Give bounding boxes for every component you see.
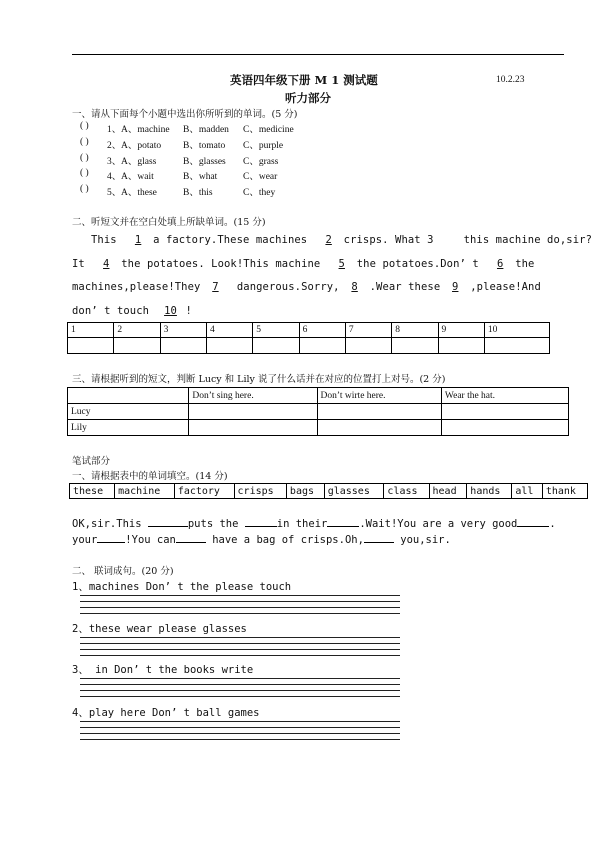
fill-text: . (549, 518, 556, 530)
writing-line[interactable] (80, 684, 400, 685)
answer-cell[interactable] (68, 338, 114, 354)
written-label: 笔试部分 (72, 456, 111, 467)
writing-line[interactable] (80, 643, 400, 644)
section1-item-b: B、what (183, 172, 218, 183)
writing-line[interactable] (80, 613, 400, 614)
writing-line[interactable] (80, 637, 400, 638)
test-date: 10.2.23 (496, 75, 525, 85)
speaker-table-column-header (68, 388, 189, 404)
speaker-table-column-header: Don’t wirte here. (317, 388, 441, 404)
blank-number[interactable]: 6 (496, 258, 504, 270)
writing-line[interactable] (80, 678, 400, 679)
answer-number-cell: 2 (114, 323, 160, 338)
blank-number[interactable]: 8 (351, 281, 358, 293)
answer-number-cell: 7 (345, 323, 391, 338)
blank-number[interactable]: 4 (103, 258, 110, 270)
word-bank-word: these (70, 484, 115, 499)
fill-text: OK,sir.This (72, 518, 148, 530)
answer-number-cell: 1 (68, 323, 114, 338)
page-title: 英语四年级下册 M 1 测试题 (230, 73, 378, 87)
answer-cell[interactable] (392, 338, 438, 354)
section1-item-b: B、this (183, 188, 213, 199)
writing-line[interactable] (80, 739, 400, 740)
blank-number[interactable]: 5 (338, 258, 345, 270)
passage-text: the potatoes. Look!This machine (121, 258, 327, 270)
answer-number-cell: 5 (253, 323, 299, 338)
answer-cell[interactable] (438, 338, 484, 354)
passage-text: ! (185, 305, 192, 317)
passage-text: machines,please!They (72, 281, 201, 293)
answer-table (67, 322, 550, 354)
section1-item-num: 2、 (107, 140, 122, 151)
word-bank-word: bags (286, 484, 324, 499)
passage-text: the (515, 258, 535, 270)
check-cell[interactable] (317, 420, 441, 436)
section1-item-a: A、machine (121, 125, 170, 135)
fill-text: !You can (125, 534, 176, 546)
word-bank-word: crisps (234, 484, 286, 499)
passage-text: a factory.These machines (153, 234, 314, 246)
section1-item-a: A、glass (121, 156, 157, 167)
writing-line[interactable] (80, 727, 400, 728)
passage-text: crisps. What 3 (343, 234, 434, 246)
blank-number[interactable]: 2 (325, 234, 332, 246)
blank-number[interactable]: 1 (134, 234, 142, 246)
check-cell[interactable] (441, 404, 568, 420)
answer-cell[interactable] (160, 338, 206, 354)
passage-text: dangerous.Sorry, (230, 281, 340, 293)
word-bank-word: glasses (324, 484, 384, 499)
answer-cell[interactable] (345, 338, 391, 354)
passage-text: ,please!And (470, 281, 541, 293)
word-bank-word: factory (174, 484, 234, 499)
section1-item-a: A、potato (121, 140, 162, 151)
answer-table-blank-row (68, 338, 550, 354)
passage-line (91, 234, 592, 246)
fill-text: have a bag of crisps.Oh, (205, 534, 364, 546)
passage-text: the potatoes.Don’ t (356, 258, 486, 270)
section1-item-num: 5、 (107, 188, 122, 199)
answer-number-cell: 3 (160, 323, 206, 338)
section1-heading: 一、请从下面每个小题中选出你所听到的单词。(5 分) (72, 109, 298, 120)
speaker-table-column-header: Don’t sing here. (189, 388, 317, 404)
section1-item-paren[interactable]: ( ) (80, 184, 89, 195)
passage-line (72, 258, 534, 270)
word-bank-word: class (384, 484, 429, 499)
word-bank (69, 483, 588, 499)
fill-text: .Wait!You are a very good (359, 518, 518, 530)
word-bank-word: thank (542, 484, 587, 499)
section1-item-num: 1、 (107, 125, 122, 135)
section2-heading: 二、听短文并在空白处填上所缺单词。(15 分) (72, 217, 266, 228)
top-rule (72, 54, 564, 55)
speaker-row (68, 404, 569, 420)
sentence-prompt: 1、machines Don’ t the please touch (72, 581, 292, 593)
check-cell[interactable] (189, 404, 317, 420)
fill-blank[interactable] (364, 533, 394, 543)
section1-item-paren[interactable]: ( ) (80, 168, 89, 179)
check-cell[interactable] (189, 420, 317, 436)
section1-item-b: B、madden (183, 125, 229, 135)
section1-item-b: B、glasses (183, 156, 226, 167)
writing-line[interactable] (80, 601, 400, 602)
section1-item-c: C、medicine (243, 125, 294, 135)
writing-line[interactable] (80, 655, 400, 656)
fill-blank[interactable] (148, 517, 188, 527)
speaker-table-header (68, 388, 569, 404)
fill-text: puts the (187, 518, 245, 530)
section1-item-c: C、grass (243, 156, 279, 167)
writing-line[interactable] (80, 696, 400, 697)
passage-text: .Wear these (369, 281, 441, 293)
fill-blank[interactable] (245, 517, 277, 527)
section1-item-paren[interactable]: ( ) (80, 152, 89, 163)
passage-text: don’ t touch (72, 305, 156, 317)
writing-line[interactable] (80, 733, 400, 734)
section1-item-num: 3、 (107, 156, 122, 167)
writing-line[interactable] (80, 690, 400, 691)
passage-text: This (91, 234, 124, 246)
answer-cell[interactable] (114, 338, 160, 354)
fill-text: in their (276, 518, 328, 530)
speaker-name: Lucy (68, 404, 189, 420)
section1-item-c: C、they (243, 188, 276, 199)
blank-number[interactable]: 10 (164, 305, 177, 317)
check-cell[interactable] (441, 420, 568, 436)
speaker-table (67, 387, 569, 436)
writing-line[interactable] (80, 721, 400, 722)
fill-text: your (72, 534, 98, 546)
blank-number[interactable]: 9 (452, 281, 459, 293)
written-q1-heading: 一、请根据表中的单词填空。(14 分) (72, 471, 228, 482)
fill-text: you,sir. (393, 534, 451, 546)
sentence-prompt: 2、these wear please glasses (72, 623, 247, 635)
fill-line (72, 517, 556, 530)
answer-cell[interactable] (253, 338, 299, 354)
answer-number-cell: 4 (206, 323, 252, 338)
section1-item-paren[interactable]: ( ) (80, 136, 89, 147)
fill-line (72, 533, 451, 546)
answer-table-header-row (68, 323, 550, 338)
check-cell[interactable] (317, 404, 441, 420)
passage-line (72, 281, 541, 293)
answer-number-cell: 6 (299, 323, 345, 338)
answer-cell[interactable] (484, 338, 549, 354)
word-bank-word: machine (115, 484, 175, 499)
answer-number-cell: 10 (484, 323, 549, 338)
word-bank-word: all (512, 484, 542, 499)
section1-item-paren[interactable]: ( ) (80, 121, 89, 131)
fill-blank[interactable] (327, 517, 359, 527)
section1-item-c: C、wear (243, 172, 278, 183)
section3-heading: 三、请根据听到的短文，判断 Lucy 和 Lily 说了什么话并在对应的位置打上对号。(2 分) (72, 374, 446, 385)
section1-item-c: C、purple (243, 140, 284, 151)
writing-line[interactable] (80, 607, 400, 608)
answer-number-cell: 9 (438, 323, 484, 338)
written-q2-heading: 二、 联词成句。(20 分) (72, 566, 174, 577)
fill-blank[interactable] (176, 533, 206, 543)
section1-item-a: A、wait (121, 172, 154, 183)
word-bank-row (70, 484, 588, 499)
passage-line (72, 305, 192, 317)
word-bank-word: hands (467, 484, 512, 499)
word-bank-word: head (429, 484, 467, 499)
fill-blank[interactable] (517, 517, 549, 527)
section-subtitle: 听力部分 (285, 91, 331, 105)
blank-number[interactable]: 7 (212, 281, 219, 293)
answer-cell[interactable] (206, 338, 252, 354)
passage-text: It (72, 258, 92, 270)
answer-number-cell: 8 (392, 323, 438, 338)
sentence-prompt: 3、 in Don’ t the books write (72, 664, 254, 676)
passage-text: this machine do,sir? (463, 234, 592, 246)
answer-cell[interactable] (299, 338, 345, 354)
fill-blank[interactable] (97, 533, 125, 543)
section1-item-b: B、tomato (183, 140, 226, 151)
writing-line[interactable] (80, 649, 400, 650)
section1-item-num: 4、 (107, 172, 122, 183)
speaker-row (68, 420, 569, 436)
speaker-table-column-header: Wear the hat. (441, 388, 568, 404)
sentence-prompt: 4、play here Don’ t ball games (72, 707, 260, 719)
section1-item-a: A、these (121, 188, 157, 199)
writing-line[interactable] (80, 595, 400, 596)
speaker-name: Lily (68, 420, 189, 436)
